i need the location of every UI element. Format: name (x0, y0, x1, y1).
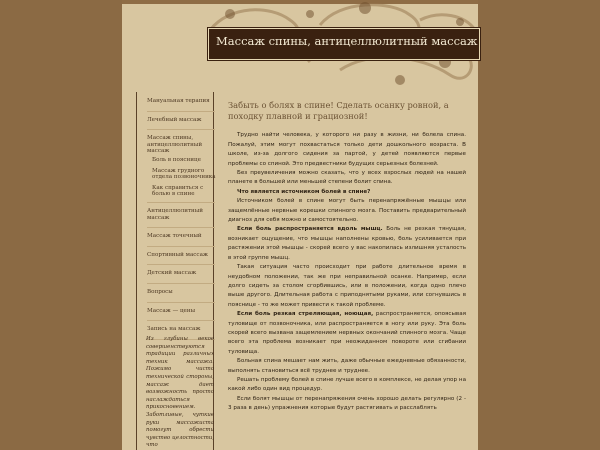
nav-divider (147, 246, 215, 247)
sidebar-quote: Из глубины веков совершенствуются традиции различных техник массажа. Пожимо чисто технической стороны, массаж дает возможность просто наслаждаться прикосновением. Заботливые, чуткие руки массажиста помогут обрести чувство целостности, что (146, 336, 214, 449)
paragraph: Без преувеличения можно сказать, что у всех взрослых людей на нашей планете в большей или меньшей степени болит спина. (228, 170, 466, 186)
sidebar-item-kids-massage[interactable]: Детский массаж (147, 270, 197, 277)
sidebar-item-anticellulite[interactable]: Антицеллюлитный массаж (147, 207, 203, 221)
sidebar-subitem-lower-back-pain[interactable]: Боль в пояснице (152, 156, 201, 163)
sidebar-item-back-massage[interactable]: Массаж спины, антицеллюлитный массаж (147, 135, 203, 155)
nav-divider (147, 111, 215, 112)
paragraph-text: распространяется, опоясывая туловище от позвоночника, или распространяется в ногу или руку. Эта боль скорей всего вызвана защемлением нервных окончаний спинного мозга. Чаще всего эта проблема возникает при неожиданном повороте или сгибании туловища. (228, 311, 466, 355)
paragraph: Больная спина мешает нам жить, даже обычные ежедневные обязанности, выполнять становиться всё труднее и труднее. (228, 358, 466, 374)
paragraph-text: Боль не резкая тянущая, возникает ощущение, что мышцы наполнены кровью, боль усиливается при растяжении этой мышцы - скорей всего у вас накопилась излишняя усталость в этой группе мышц. (228, 226, 466, 261)
section-heading: Что является источником болей в спине? (237, 188, 371, 195)
sidebar-subitem-thoracic-massage[interactable]: Массаж грудного отдела позвоночника (152, 167, 216, 181)
nav-divider (147, 264, 215, 265)
page-title: Массаж спины, антицеллюлитный массаж (216, 34, 478, 48)
nav-divider (147, 302, 215, 303)
header-banner (208, 28, 480, 60)
nav-divider (147, 227, 215, 228)
nav-divider (147, 129, 215, 130)
sidebar-nav (147, 98, 217, 345)
sidebar-subitem-back-pain[interactable]: Как справиться с болью в спине (152, 184, 204, 198)
sidebar-item-sports-massage[interactable]: Спортивный массаж (147, 251, 209, 258)
sidebar-item-acupressure[interactable]: Массаж точечный (147, 233, 202, 240)
page-background-left (0, 0, 122, 450)
sidebar-item-manual-therapy[interactable]: Мануальная терапия (147, 98, 210, 104)
sidebar-item-medical-massage[interactable]: Лечебный массаж (147, 116, 202, 123)
paragraph: Если болят мышцы от перенапряжения очень хорошо делать регулярно (2 - 3 раза в день) упражнения которые будут растягивать и расслаблять (228, 395, 466, 412)
paragraph: Трудно найти человека, у которого ни разу в жизни, ни болела спина. Пожалуй, этим могут похвастаться только дети дошкольного возраста. В школе, из-за долгого сидения за партой, у детей появляются первые проблемы со спиной. Это предвестники будущих серьезных болезней. (228, 132, 466, 167)
bold-phrase: Если боль резкая стреляющая, ноющая, (237, 311, 374, 318)
paragraph: Решать проблему болей в спине лучше всего в комплексе, не делая упор на какой либо один вид процедур. (228, 376, 466, 393)
sidebar-item-prices[interactable]: Массаж — цены (147, 307, 196, 314)
paragraph (228, 225, 466, 263)
lead-heading: Забыть о болях в спине! Сделать осанку ровной, а походку плавной и грациозной! (228, 100, 449, 122)
page-background-right (478, 0, 600, 450)
bold-phrase: Если боль распространяется вдоль мышц. (237, 226, 383, 233)
main-content (228, 100, 466, 414)
nav-divider (147, 202, 215, 203)
sidebar-item-booking[interactable]: Запись на массаж (147, 326, 201, 333)
paragraph: Такая ситуация часто происходит при работе длительное время в неудобном положении, так же при неправильной осанке. Например, если долго сидеть за столом сгорбившись, или в положении, когда одно плечо выше другого. Длительная работа с приподнятыми руками, или согнувшись в пояснице - то же может привести к такой проблеме. (228, 264, 466, 308)
paragraph: Источником болей в спине могут быть перенапряжённые мышцы или защемлённые нервные корешки спинного мозга. Поставить предварительный диагноз для себя можно и самостоятельно. (228, 198, 466, 224)
sidebar-item-questions[interactable]: Вопросы (147, 288, 173, 295)
nav-divider (147, 320, 215, 321)
nav-divider (147, 283, 215, 284)
paragraph (228, 310, 466, 357)
